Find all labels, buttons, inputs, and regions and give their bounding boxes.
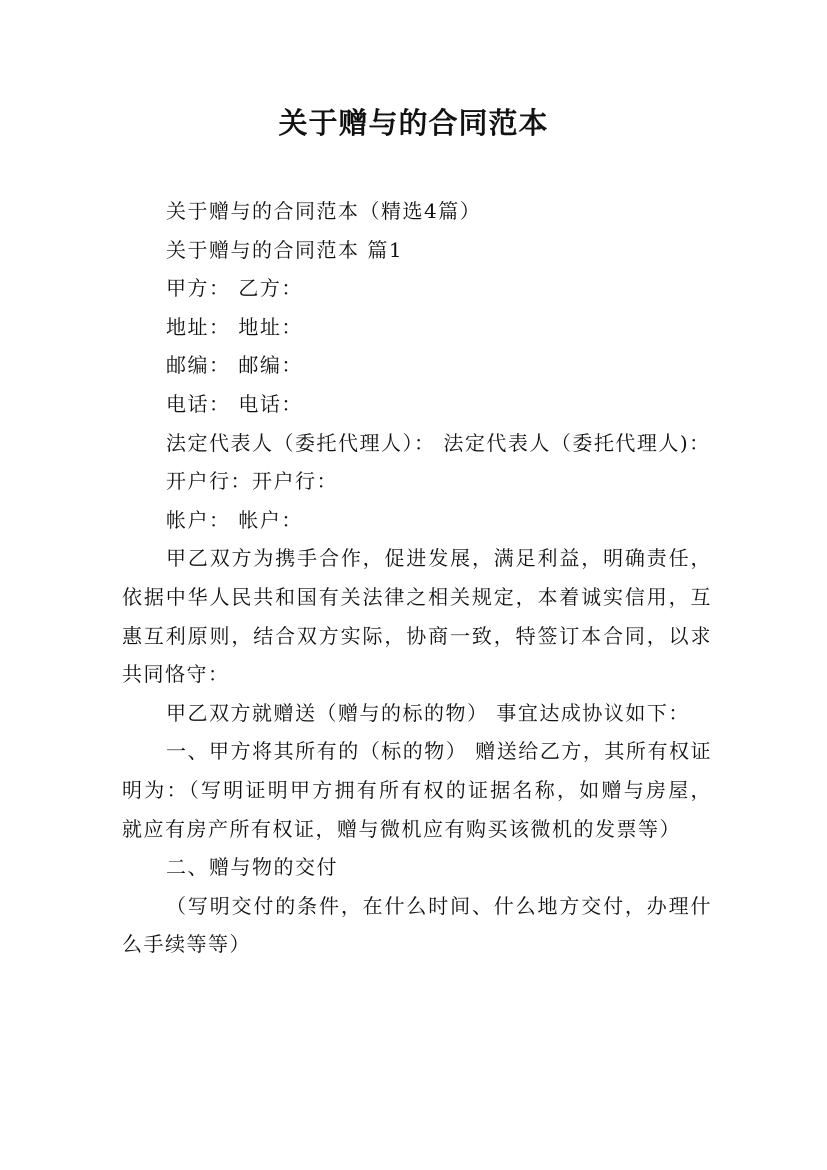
document-title: 关于赠与的合同范本 <box>278 106 549 140</box>
document-body <box>122 192 712 964</box>
paragraph-subtitle: 关于赠与的合同范本（精选4篇） <box>166 199 482 223</box>
phone-line: 电话： 电话： <box>166 391 303 416</box>
legal-representative-line: 法定代表人（委托代理人）： 法定代表人（委托代理人)： <box>166 430 711 455</box>
party-line: 甲方： 乙方： <box>166 276 303 301</box>
bank-line: 开户行：开户行： <box>166 469 338 494</box>
agreement-intro-paragraph: 甲乙双方就赠送（赠与的标的物） 事宜达成协议如下： <box>166 700 690 725</box>
preamble-paragraph: 甲乙双方为携手合作，促进发展，满足利益，明确责任，依据中华人民共和国有关法律之相关规定，本着诚实信用，互惠互利原则，结合双方实际，协商一致，特签订本合同，以求共同恪守： <box>122 546 712 687</box>
paragraph-section-heading: 关于赠与的合同范本 篇1 <box>166 237 404 262</box>
clause-one-paragraph: 一、甲方将其所有的（标的物） 赠送给乙方，其所有权证明为：（写明证明甲方拥有所有权的证据名称，如赠与房屋，就应有房产所有权证，赠与微机应有购买该微机的发票等） <box>122 739 712 841</box>
postcode-line: 邮编： 邮编： <box>166 353 303 378</box>
clause-two-paragraph: （写明交付的条件，在什么时间、什么地方交付，办理什么手续等等） <box>122 893 712 957</box>
clause-two-heading: 二、赠与物的交付 <box>166 855 338 880</box>
account-line: 帐户： 帐户： <box>166 507 303 532</box>
address-line: 地址： 地址： <box>166 314 303 339</box>
